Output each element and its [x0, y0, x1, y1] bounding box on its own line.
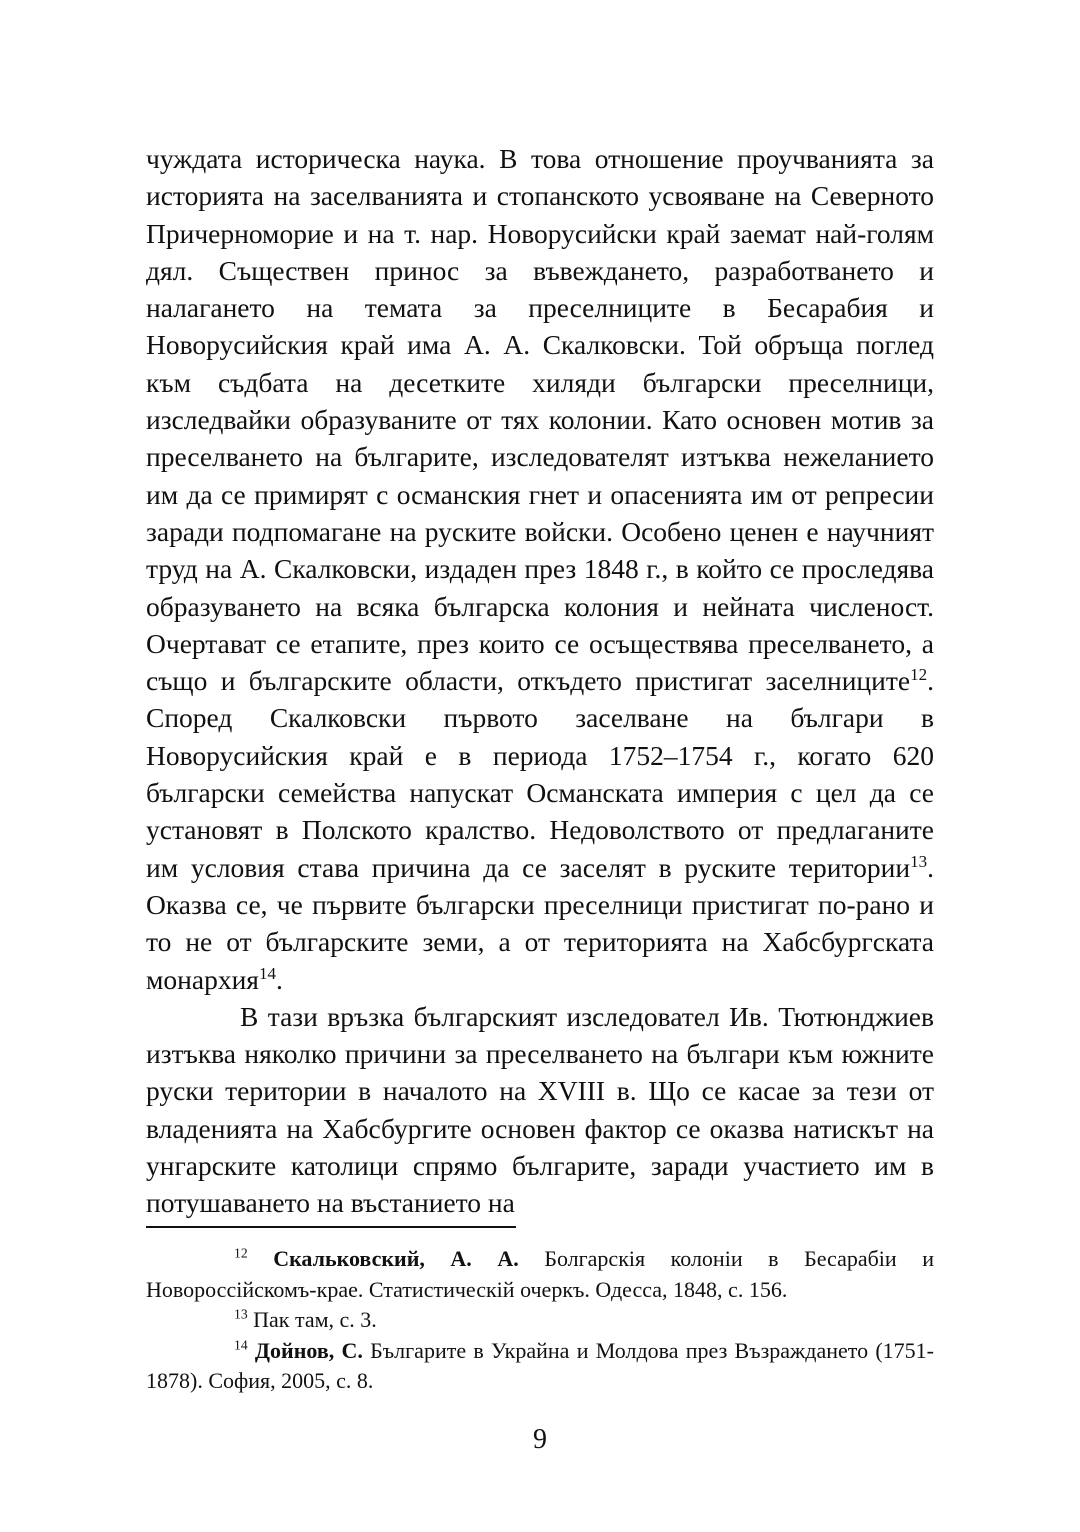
footnote-13: [146, 1305, 934, 1336]
paragraph-2: В тази връзка българският изследовател Ив. Тютюнджиев изтъква няколко причини за преселването на българи към южните руски територии в началото на XVIII в. Що се касае за тези от владенията на Хабсбургите основен фактор се оказва натискът на унгарските католици спрямо българите, заради участието им в потушаването на въстанието на: [146, 1000, 934, 1219]
footnote-author: Дойнов, С.: [254, 1337, 363, 1363]
footnote-separator: [146, 1226, 516, 1228]
footnote-ref-13: 13: [910, 851, 928, 871]
footnote-number: 13: [234, 1306, 248, 1322]
footnote-ref-14: 14: [258, 963, 276, 983]
footnote-ref-12: 12: [910, 665, 928, 684]
footnotes: [146, 1244, 934, 1397]
paragraph-1: [146, 140, 934, 998]
footnote-12: [146, 1244, 934, 1305]
paragraph-1-part-4: .: [275, 963, 283, 995]
footnote-text: Болгарскiя колонiи в Бесарабiи и Новороссiйскомъ-краe. Статистическiй очеркъ. Одесса, 1848, с. 156.: [146, 1246, 934, 1302]
footnote-text: Пак там, с. 3.: [247, 1307, 377, 1332]
footnote-number: 14: [234, 1337, 248, 1353]
paragraph-1-part-2: . Според Скалковски първото заселване на българи в Новорусийския край е в периода 1752–1754 г., когато 620 български семейства напускат Османската империя с цел да се установят в Полското кралство. Недоволството от предлаганите им условия става причина да се заселят в руските територии: [146, 665, 934, 883]
footnote-14: [146, 1336, 934, 1397]
paragraph-1-part-3: . Оказва се, че първите български преселници пристигат по-рано и то не от българските земи, а от територията на Хабсбургската монархия: [146, 851, 934, 995]
page-number: 9: [533, 1424, 547, 1455]
paragraph-1-part-1: чуждата историческа наука. В това отношение проучванията за историята на заселванията и стопанското усвояване на Северното Причерноморие и на т. нар. Новорусийски край заемат най-голям дял. Съществен принос за въвеждането, разработването и налагането на темата за преселниците в Бесарабия и Новорусийския край има А. А. Скалковски. Той обръща поглед към съдбата на десетките хиляди български преселници, изследвайки образуваните от тях колонии. Като основен мотив за преселването на българите, изследователят изтъква нежеланието им да се примирят с османския гнет и опасенията им от репресии заради подпомагане на руските войски. Особено ценен е научният труд на А. Скалковски, издаден през 1848 г., в който се проследява образуването на всяка българска колония и нейната численост. Очертават се етапите, през които се осъществява преселването, а също и българските области, откъдето пристигат заселниците: [146, 143, 934, 697]
main-text: [146, 140, 934, 1222]
footnote-number: 12: [234, 1245, 248, 1261]
footnote-text: Българите в Украйна и Молдова през Възраждането (1751-1878). София, 2005, с. 8.: [146, 1337, 934, 1393]
footnote-author: Скальковский, А. А.: [273, 1246, 519, 1271]
